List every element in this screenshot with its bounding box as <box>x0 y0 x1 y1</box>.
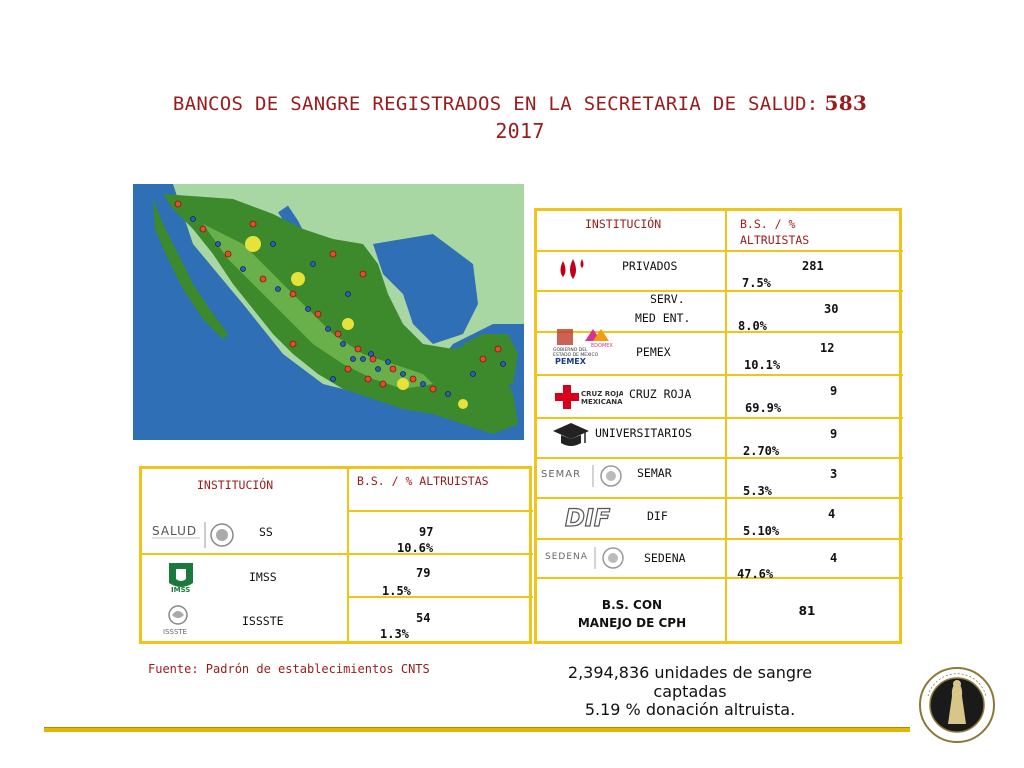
row-pemex-name: PEMEX <box>636 345 671 359</box>
row-serv-count: 30 <box>824 302 839 316</box>
row-universitarios-name: UNIVERSITARIOS <box>595 426 692 440</box>
row-privados-pct: 7.5% <box>742 276 771 290</box>
row-privados-name: PRIVADOS <box>622 259 678 273</box>
row-serv-pct: 8.0% <box>738 319 767 333</box>
salud-logo <box>152 522 252 550</box>
dif-text: DIF <box>565 504 611 530</box>
map-image <box>133 184 524 440</box>
row-imss-name: IMSS <box>249 570 277 584</box>
row-privados-count: 281 <box>802 259 824 273</box>
imss-logo <box>166 561 196 593</box>
footer-divider <box>44 727 910 732</box>
left-header-value: B.S. / % ALTRUISTAS <box>357 474 489 488</box>
row-ss-name: SS <box>259 525 273 539</box>
pemex-logo <box>553 327 615 365</box>
row-semar-pct: 5.3% <box>743 484 772 498</box>
row-universitarios-pct: 2.70% <box>743 444 780 458</box>
row-imss-count: 79 <box>416 566 431 580</box>
title-line1: BANCOS DE SANGRE REGISTRADOS EN LA SECRETARIA DE SALUD: <box>172 93 819 115</box>
title-year: 2017 <box>495 119 545 143</box>
sedena-text: SEDENA <box>545 552 588 562</box>
row-cruz-roja-name: CRUZ ROJA <box>629 387 692 401</box>
row-dif-name: DIF <box>647 509 668 523</box>
summary-units: 2,394,836 unidades de sangre captadas <box>567 663 813 701</box>
pemex-text: PEMEX <box>555 357 586 365</box>
row-semar-name: SEMAR <box>637 466 672 480</box>
row-sedena-name: SEDENA <box>644 551 686 565</box>
cruz-roja-text-1: CRUZ ROJA <box>581 390 623 398</box>
row-serv-name-1: SERV. <box>650 292 685 306</box>
right-header-value-1: B.S. / % <box>740 217 796 231</box>
right-institution-table <box>534 208 902 644</box>
title-count: 583 <box>824 91 868 115</box>
sedena-logo <box>545 545 630 571</box>
row-sedena-count: 4 <box>830 551 838 565</box>
row-ss-pct: 10.6% <box>397 541 434 555</box>
academia-seal-logo <box>918 666 996 744</box>
right-header-institution: INSTITUCIÓN <box>585 217 662 231</box>
blood-drops-icon <box>557 257 587 285</box>
svg-text:SALUD: SALUD <box>152 524 198 538</box>
row-cph-name-1: B.S. CON <box>601 598 663 612</box>
page-title <box>110 90 930 146</box>
right-header-value-2: ALTRUISTAS <box>740 233 810 247</box>
semar-logo <box>541 463 631 489</box>
graduation-cap-icon <box>551 421 591 451</box>
row-cruz-roja-pct: 69.9% <box>745 401 782 415</box>
semar-text: SEMAR <box>541 469 582 480</box>
row-semar-count: 3 <box>830 467 838 481</box>
dif-logo <box>563 504 613 530</box>
row-issste-pct: 1.3% <box>380 627 409 641</box>
edomex-text: EDOMEX <box>591 343 613 349</box>
left-institution-table <box>139 466 532 644</box>
cruz-roja-logo <box>555 383 623 411</box>
row-issste-name: ISSSTE <box>242 614 284 628</box>
source-note: Fuente: Padrón de establecimientos CNTS <box>148 662 430 676</box>
row-universitarios-count: 9 <box>830 427 838 441</box>
svg-text:ISSSTE: ISSSTE <box>163 628 188 636</box>
row-serv-name-2: MED ENT. <box>635 311 691 325</box>
row-pemex-pct: 10.1% <box>744 358 781 372</box>
row-cph-name-2: MANEJO DE CPH <box>577 616 687 630</box>
issste-logo <box>160 603 196 637</box>
svg-text:GOBIERNO DEL: GOBIERNO DEL <box>553 348 588 353</box>
mexico-map <box>133 184 524 440</box>
cruz-roja-text-2: MEXICANA <box>581 398 623 406</box>
svg-text:IMSS: IMSS <box>171 586 191 593</box>
row-cph-count: 81 <box>798 604 816 618</box>
row-sedena-pct: 47.6% <box>737 567 774 581</box>
row-cruz-roja-count: 9 <box>830 384 838 398</box>
left-header-institution: INSTITUCIÓN <box>197 478 274 492</box>
row-ss-count: 97 <box>419 525 434 539</box>
row-imss-pct: 1.5% <box>382 584 411 598</box>
row-dif-pct: 5.10% <box>743 524 780 538</box>
summary-altruistic: 5.19 % donación altruista. <box>584 700 796 719</box>
row-issste-count: 54 <box>416 611 431 625</box>
svg-text:ESTADO DE MEXICO: ESTADO DE MEXICO <box>553 353 599 358</box>
row-dif-count: 4 <box>828 507 836 521</box>
row-pemex-count: 12 <box>820 341 835 355</box>
